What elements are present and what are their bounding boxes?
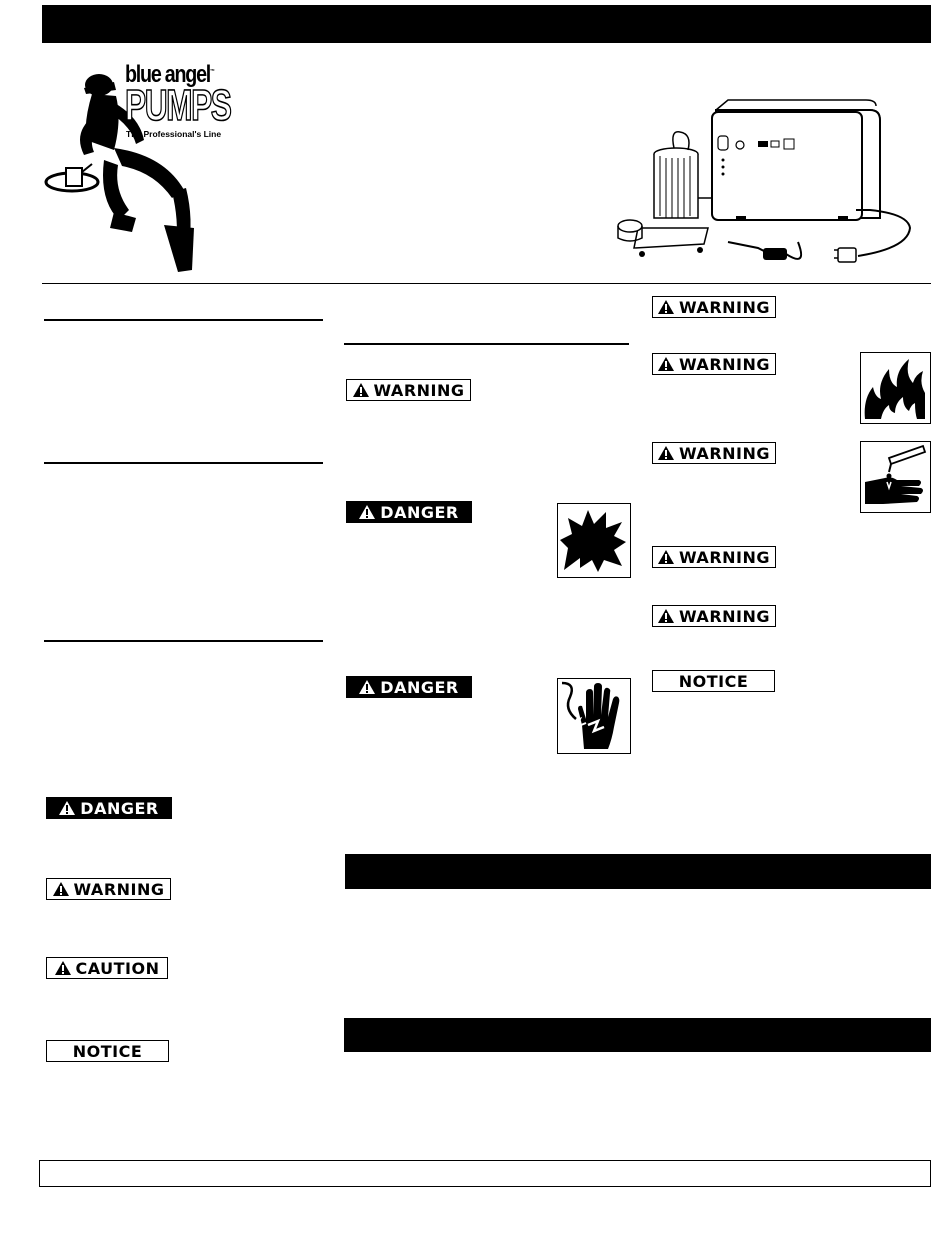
flame-icon: [861, 353, 929, 422]
warning-label: WARNING: [46, 878, 171, 900]
warning-label: WARNING: [652, 546, 776, 568]
warning-triangle-icon: [59, 801, 75, 815]
danger-label: DANGER: [346, 501, 472, 523]
danger-label: DANGER: [46, 797, 172, 819]
warning-triangle-icon: [359, 505, 375, 519]
warning-triangle-icon: [353, 383, 369, 397]
explosion-hazard-pictogram: [557, 503, 631, 578]
footer-box: [39, 1160, 931, 1187]
section-rule: [44, 319, 323, 321]
warning-label: WARNING: [652, 442, 776, 464]
header-bar: [42, 5, 931, 43]
header-divider: [42, 283, 931, 284]
electrocuted-hand-icon: [558, 679, 629, 752]
warning-label: WARNING: [652, 353, 776, 375]
warning-triangle-icon: [53, 882, 69, 896]
warning-triangle-icon: [658, 609, 674, 623]
warning-triangle-icon: [658, 550, 674, 564]
warning-triangle-icon: [658, 300, 674, 314]
notice-label: NOTICE: [46, 1040, 169, 1062]
brand-tagline: The Professional's Line: [126, 129, 222, 139]
corrosive-hazard-pictogram: [860, 441, 931, 513]
corrosive-hand-icon: [861, 442, 929, 511]
brand-name-main: PUMPS: [125, 81, 231, 130]
section-rule: [344, 343, 629, 345]
section-rule: [44, 462, 323, 464]
warning-triangle-icon: [658, 446, 674, 460]
product-illustration: [608, 98, 938, 270]
explosion-icon: [558, 504, 629, 576]
fire-hazard-pictogram: [860, 352, 931, 424]
brand-name-top: blue angel™: [125, 61, 215, 88]
warning-label: WARNING: [652, 296, 776, 318]
danger-label: DANGER: [346, 676, 472, 698]
warning-label: WARNING: [652, 605, 776, 627]
electric-shock-pictogram: [557, 678, 631, 754]
section-header-bar: [345, 854, 931, 889]
caution-label: CAUTION: [46, 957, 168, 979]
notice-label: NOTICE: [652, 670, 775, 692]
warning-triangle-icon: [359, 680, 375, 694]
warning-triangle-icon: [658, 357, 674, 371]
section-rule: [44, 640, 323, 642]
section-header-bar: [344, 1018, 931, 1052]
warning-triangle-icon: [55, 961, 71, 975]
warning-label: WARNING: [346, 379, 471, 401]
